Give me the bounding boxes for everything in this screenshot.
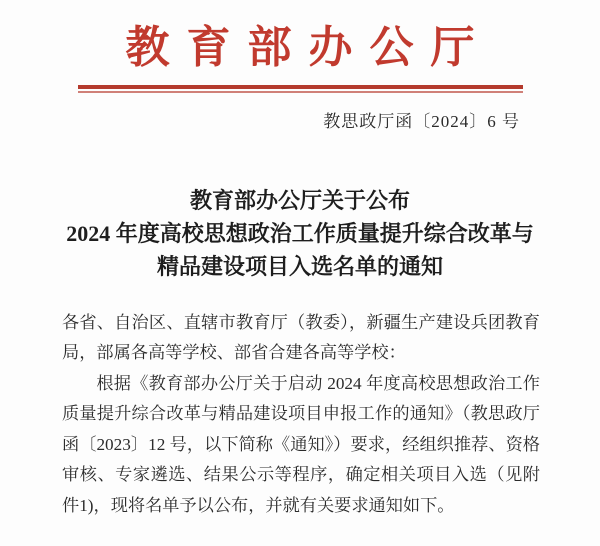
document-title [0, 184, 600, 283]
salutation-paragraph: 各省、自治区、直辖市教育厅（教委），新疆生产建设兵团教育局，部属各高等学校、部省合建各高等学校： [62, 312, 540, 363]
agency-masthead: 教育部办公厅 [125, 23, 492, 72]
masthead-divider-rule [78, 85, 523, 93]
document-title-line-2: 2024 年度高校思想政治工作质量提升综合改革与 [66, 220, 534, 246]
document-body [62, 308, 540, 522]
document-reference-number: 教思政厅函〔2024〕6 号 [323, 111, 520, 131]
document-title-line-1: 教育部办公厅关于公布 [189, 187, 410, 213]
intro-paragraph: 根据《教育部办公厅关于启动 2024 年度高校思想政治工作质量提升综合改革与精品建设项目申报工作的通知》（教思政厅函〔2023〕12 号，以下简称《通知》）要求，经组织推荐、资格审核、专家遴选、结果公示等程序，确定相关项目入选（见附件1)，现将名单予以公布，并就有关要求通知如下。 [62, 373, 540, 515]
document-title-line-3: 精品建设项目入选名单的通知 [156, 253, 443, 279]
